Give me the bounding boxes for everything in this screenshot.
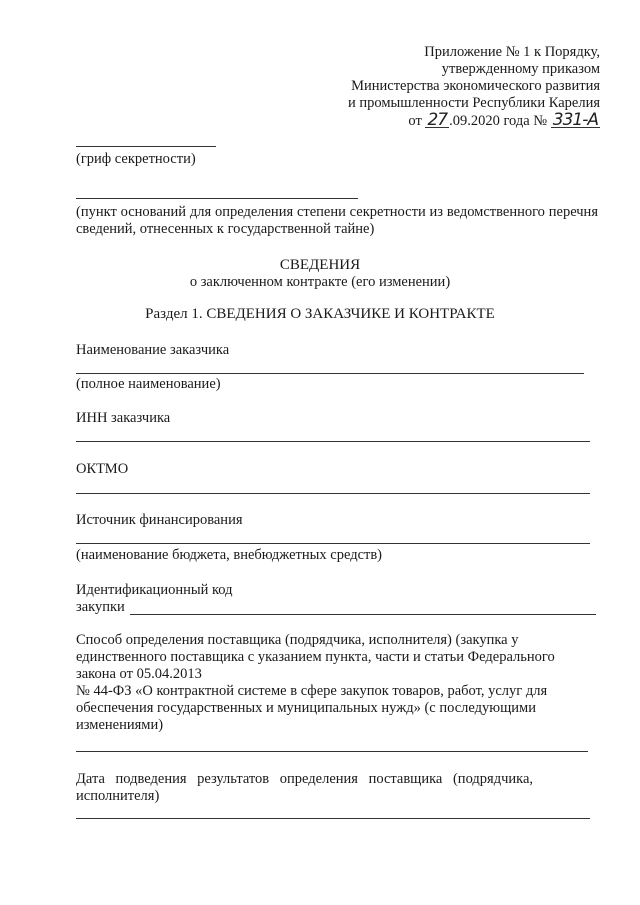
supplier-method-line-5: обеспечения государственных и муниципальных нужд» (с последующими bbox=[76, 700, 536, 716]
results-date-text bbox=[76, 771, 596, 805]
section-1-title: Раздел 1. СВЕДЕНИЯ О ЗАКАЗЧИКЕ И КОНТРАКТЕ bbox=[145, 306, 495, 322]
funding-label: Источник финансирования bbox=[76, 512, 243, 528]
supplier-method-line-1: Способ определения поставщика (подрядчика, исполнителя) (закупка у bbox=[76, 632, 519, 648]
secrecy-stamp-label: (гриф секретности) bbox=[76, 151, 196, 167]
customer-name-label: Наименование заказчика bbox=[76, 342, 230, 358]
customer-name-hint: (полное наименование) bbox=[76, 376, 221, 392]
secrecy-basis-label: (пункт оснований для определения степени секретности из ведомственного перечня сведений, отнесенных к государственной тайне) bbox=[76, 204, 598, 237]
date-prefix: от bbox=[408, 113, 422, 129]
secrecy-stamp-line bbox=[76, 146, 216, 147]
inn-field-line bbox=[76, 441, 590, 442]
header-line-1: Приложение № 1 к Порядку, bbox=[424, 44, 600, 60]
oktmo-label: ОКТМО bbox=[76, 461, 129, 477]
supplier-method-line-3: закона от 05.04.2013 bbox=[76, 666, 202, 682]
supplier-method-text bbox=[76, 632, 596, 734]
results-date-line-1: Дата подведения результатов определения поставщика (подрядчика, bbox=[76, 771, 534, 787]
customer-name-field-line bbox=[76, 373, 584, 374]
document-subtitle: о заключенном контракте (его изменении) bbox=[189, 274, 451, 290]
header-date-line bbox=[280, 110, 600, 130]
supplier-method-line-4: № 44-ФЗ «О контрактной системе в сфере закупок товаров, работ, услуг для bbox=[76, 683, 548, 699]
doc-number-handwritten: 331-А bbox=[552, 110, 598, 130]
supplier-method-line-6: изменениями) bbox=[76, 717, 164, 733]
document-title: СВЕДЕНИЯ bbox=[279, 257, 361, 273]
funding-hint: (наименование бюджета, внебюджетных средств) bbox=[76, 547, 383, 563]
supplier-method-field-line bbox=[76, 751, 588, 752]
header-line-4: и промышленности Республики Карелия bbox=[347, 95, 600, 111]
purchase-id-label-2: закупки bbox=[76, 599, 125, 615]
supplier-method-line-2: единственного поставщика с указанием пункта, части и статьи Федерального bbox=[76, 649, 555, 665]
header-line-3: Министерства экономического развития bbox=[351, 78, 600, 94]
header-line-2: утвержденному приказом bbox=[441, 61, 600, 77]
oktmo-field-line bbox=[76, 493, 590, 494]
purchase-id-label-1: Идентификационный код bbox=[76, 582, 233, 598]
date-rest: .09.2020 года № bbox=[449, 113, 548, 129]
funding-field-line bbox=[76, 543, 590, 544]
results-date-field-line bbox=[76, 818, 590, 819]
secrecy-basis-line bbox=[76, 198, 358, 199]
date-day-handwritten: 27 bbox=[427, 110, 448, 130]
approval-header bbox=[280, 44, 600, 130]
results-date-line-2: исполнителя) bbox=[76, 788, 160, 804]
inn-label: ИНН заказчика bbox=[76, 410, 171, 426]
purchase-id-field-line bbox=[130, 614, 596, 615]
